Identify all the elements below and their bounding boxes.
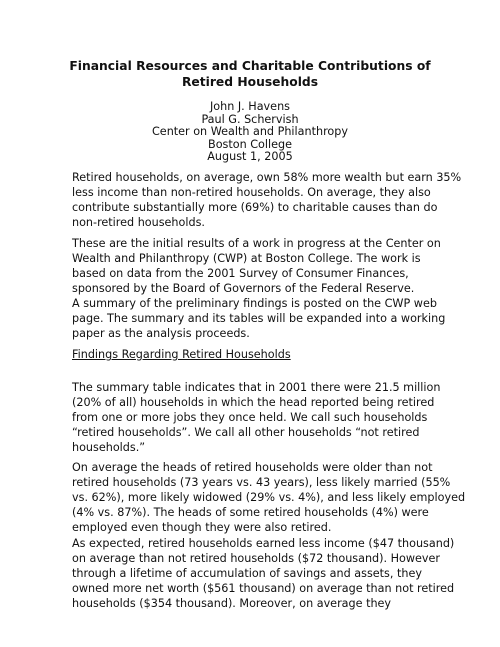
- title-line: Retired Households: [181, 75, 319, 89]
- paragraph-line: page. The summary and its tables will be expanded into a working: [72, 312, 446, 325]
- paragraph-line: On average the heads of retired households were older than not: [72, 461, 433, 474]
- paragraph-line: less income than non-retired households. On average, they also: [72, 186, 431, 199]
- title-line: Financial Resources and Charitable Contributions of: [69, 59, 431, 73]
- paragraph-line: non-retired households.: [72, 216, 205, 229]
- paragraph-line: (20% of all) households in which the head reported being retired: [72, 396, 435, 409]
- paragraph-line: sponsored by the Board of Governors of the Federal Reserve.: [72, 282, 415, 295]
- paragraph-income-wealth: [72, 536, 455, 611]
- document-title: [60, 58, 440, 90]
- paragraph-line: on average than not retired households ($72 thousand). However: [72, 552, 441, 565]
- author-name: John J. Havens: [210, 100, 290, 113]
- paragraph-line: households.”: [72, 441, 146, 454]
- paragraph-line: households ($354 thousand). Moreover, on average they: [72, 597, 392, 610]
- affiliation: Center on Wealth and Philanthropy: [152, 125, 348, 139]
- paragraph-line: vs. 62%), more likely widowed (29% vs. 4%), and less likely employed: [72, 491, 466, 504]
- paragraph-line: through a lifetime of accumulation of savings and assets, they: [72, 567, 422, 580]
- paragraph-line: from one or more jobs they once held. We call such households: [72, 411, 428, 424]
- paragraph-line: employed even though they were also retired.: [72, 521, 332, 534]
- institution: Boston College: [208, 137, 292, 151]
- paragraph-line: (4% vs. 87%). The heads of some retired households (4%) were: [72, 506, 429, 519]
- paragraph-line: As expected, retired households earned less income ($47 thousand): [72, 537, 455, 550]
- paragraph-findings: [72, 380, 444, 455]
- paragraph-line: “retired households”. We call all other households “not retired: [72, 426, 420, 439]
- paragraph-line: retired households (73 years vs. 43 years), less likely married (55%: [72, 476, 451, 489]
- paragraph-background: [72, 236, 444, 296]
- paragraph-line: paper as the analysis proceeds.: [72, 327, 250, 340]
- paragraph-line: Retired households, on average, own 58% more wealth but earn 35%: [72, 171, 462, 184]
- paragraph-summary-posting: [72, 296, 444, 341]
- paragraph-line: Wealth and Philanthropy (CWP) at Boston College. The work is: [72, 252, 421, 265]
- byline: [100, 101, 400, 164]
- section-heading: Findings Regarding Retired Households: [72, 348, 291, 361]
- paragraph-line: contribute substantially more (69%) to charitable causes than do: [72, 201, 438, 214]
- paragraph-demographics: [72, 460, 466, 535]
- paragraph-line: The summary table indicates that in 2001 there were 21.5 million: [72, 381, 441, 394]
- paragraph-line: owned more net worth ($561 thousand) on average than not retired: [72, 582, 455, 595]
- publication-date: August 1, 2005: [207, 150, 293, 164]
- paragraph-line: based on data from the 2001 Survey of Consumer Finances,: [72, 267, 409, 280]
- paragraph-line: These are the initial results of a work in progress at the Center on: [72, 237, 441, 250]
- paragraph-line: A summary of the preliminary findings is posted on the CWP web: [72, 297, 437, 310]
- author-name: Paul G. Schervish: [201, 112, 299, 126]
- paragraph-summary: [72, 170, 462, 230]
